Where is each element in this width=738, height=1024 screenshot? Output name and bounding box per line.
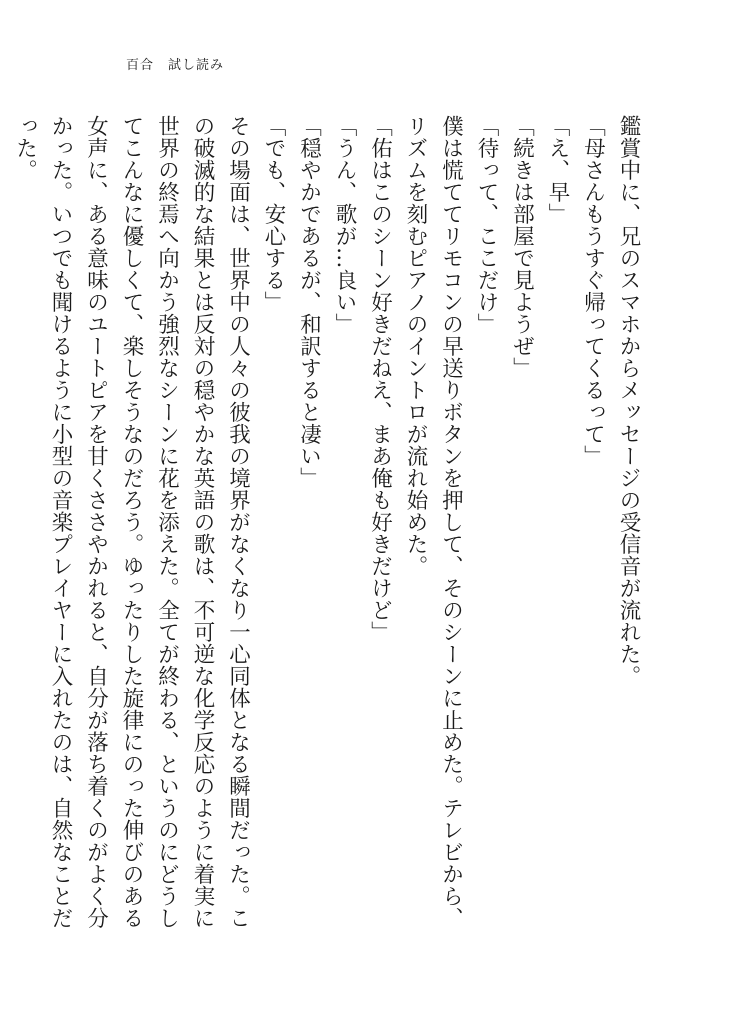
text-line: 「うん、歌が…良い」 [332,115,357,335]
vertical-text-body [12,115,646,945]
text-line: 「待って、ここだけ」 [474,115,499,335]
text-line: その場面は、世界中の人々の彼我の境界がなくなり一心同体となる瞬間だった。この破滅的な結果とは反対の穏やかな英語の歌は、不可逆な化学反応のように着実に世界の終焉へ向かう強烈なシーンに花を添えた。全てが終わる、というのにどうしてこんなに優しくて、楽しそうなのだろう。ゆったりした旋律にのった伸びのある女声に、ある意味のユートピアを甘くささやかれると、自分が落ち着くのがよく分かった。いつでも聞けるように小型の音楽プレイヤーに入れたのは、自然なことだった。 [12,115,251,929]
text-line: 僕は慌ててリモコンの早送りボタンを押して、そのシーンに止めた。テレビから、リズムを刻むピアノのイントロが流れ始めた。 [403,115,464,929]
page-header: 百合 試し読み [126,58,225,73]
text-line: 鑑賞中に、兄のスマホからメッセージの受信音が流れた。 [616,115,641,687]
text-line: 「佑はこのシーン好きだねえ、まあ俺も好きだけど」 [367,115,393,643]
text-line: 「穏やかであるが、和訳すると凄い」 [296,115,322,489]
text-line: 「続きは部屋で見ようぜ」 [509,115,535,379]
text-line: 「え、早」 [545,115,570,225]
text-line: 「でも、安心する」 [261,115,286,313]
text-line: 「母さんもうすぐ帰ってくるって」 [580,115,606,467]
